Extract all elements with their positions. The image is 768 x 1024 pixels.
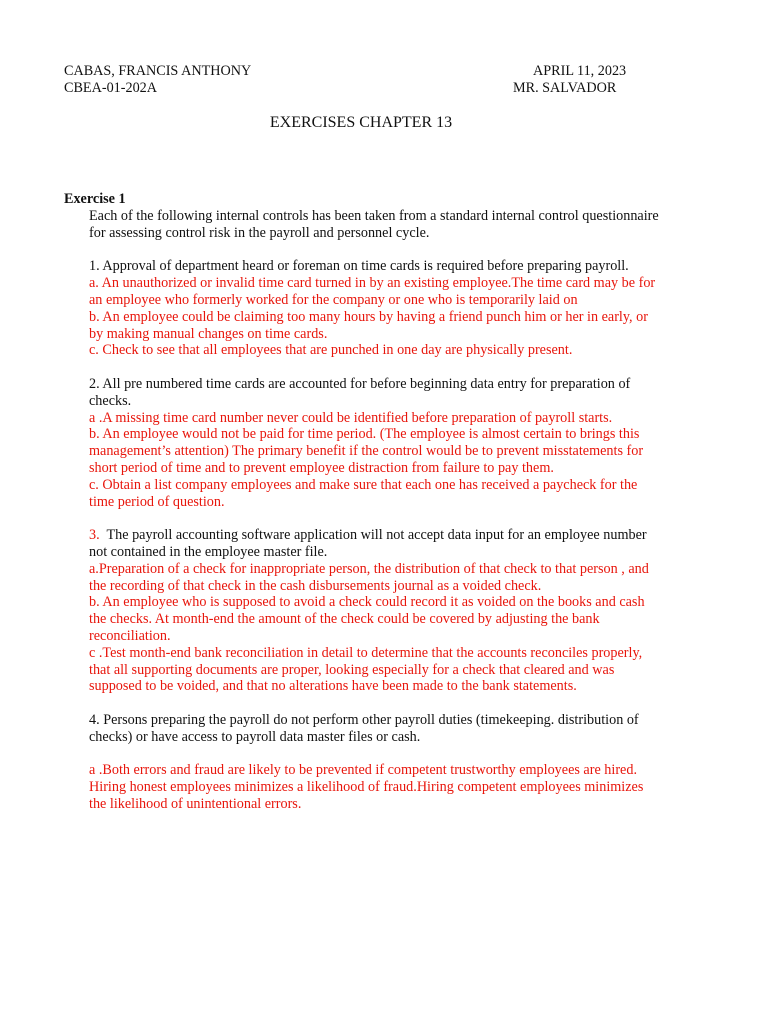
question-4: 4. Persons preparing the payroll do not perform other payroll duties (timekeeping. distribution of checks) or have access to payroll data master files or cash.	[89, 711, 639, 745]
question-3-text: The payroll accounting software application will not accept data input for an employee number not contained in the employee master file.	[89, 527, 651, 560]
answer-2c: c. Obtain a list company employees and make sure that each one has received a paycheck for the time period of question.	[89, 476, 638, 510]
question-3	[89, 527, 659, 561]
class-section: CBEA-01-202A	[64, 80, 158, 96]
instructor-name: MR. SALVADOR	[513, 80, 617, 96]
exercise-intro: Each of the following internal controls has been taken from a standard internal control questionnaire for assessing control risk in the payroll and personnel cycle.	[89, 208, 659, 241]
answer-1b: b. An employee could be claiming too many hours by having a friend punch him or her in early, or by making manual changes on time cards.	[89, 308, 648, 342]
answer-1c: c. Check to see that all employees that are punched in one day are physically present.	[89, 342, 573, 359]
exercise-body	[89, 208, 659, 813]
answer-4a: a .Both errors and fraud are likely to be prevented if competent trustworthy employees are hired. Hiring honest employees minimizes a likelihood of fraud.Hiring competent employees minimizes the likelihood of unintentional errors.	[89, 762, 644, 812]
exercise-heading: Exercise 1	[64, 191, 126, 207]
answer-2a: a .A missing time card number never could be identified before preparation of payroll starts.	[89, 409, 613, 426]
question-2: 2. All pre numbered time cards are accounted for before beginning data entry for preparation of checks.	[89, 375, 631, 409]
question-3-number: 3.	[89, 527, 100, 544]
answer-3b: b. An employee who is supposed to avoid a check could record it as voided on the books and cash the checks. At month-end the amount of the check could be covered by adjusting the bank reconciliation.	[89, 594, 645, 644]
answer-3a: a.Preparation of a check for inappropriate person, the distribution of that check to that person , and the recording of that check in the cash disbursements journal as a voided check.	[89, 560, 649, 594]
submission-date: APRIL 11, 2023	[533, 63, 627, 79]
answer-1a: a. An unauthorized or invalid time card turned in by an existing employee.The time card may be for an employee who formerly worked for the company or one who is temporarily laid on	[89, 275, 656, 308]
question-1: 1. Approval of department heard or foreman on time cards is required before preparing payroll.	[89, 258, 629, 275]
student-name: CABAS, FRANCIS ANTHONY	[64, 63, 252, 79]
page-title: EXERCISES CHAPTER 13	[269, 114, 453, 131]
answer-2b: b. An employee would not be paid for time period. (The employee is almost certain to brings this management’s attention) The primary benefit if the control would be to prevent misstatements for short period of time and to prevent employee distraction from failure to pay them.	[89, 426, 644, 476]
answer-3c: c .Test month-end bank reconciliation in detail to determine that the accounts reconciles properly, that all supporting documents are proper, looking especially for a check that cleared and was supposed to be voided, and that no alterations have been made to the bank statements.	[89, 644, 643, 695]
